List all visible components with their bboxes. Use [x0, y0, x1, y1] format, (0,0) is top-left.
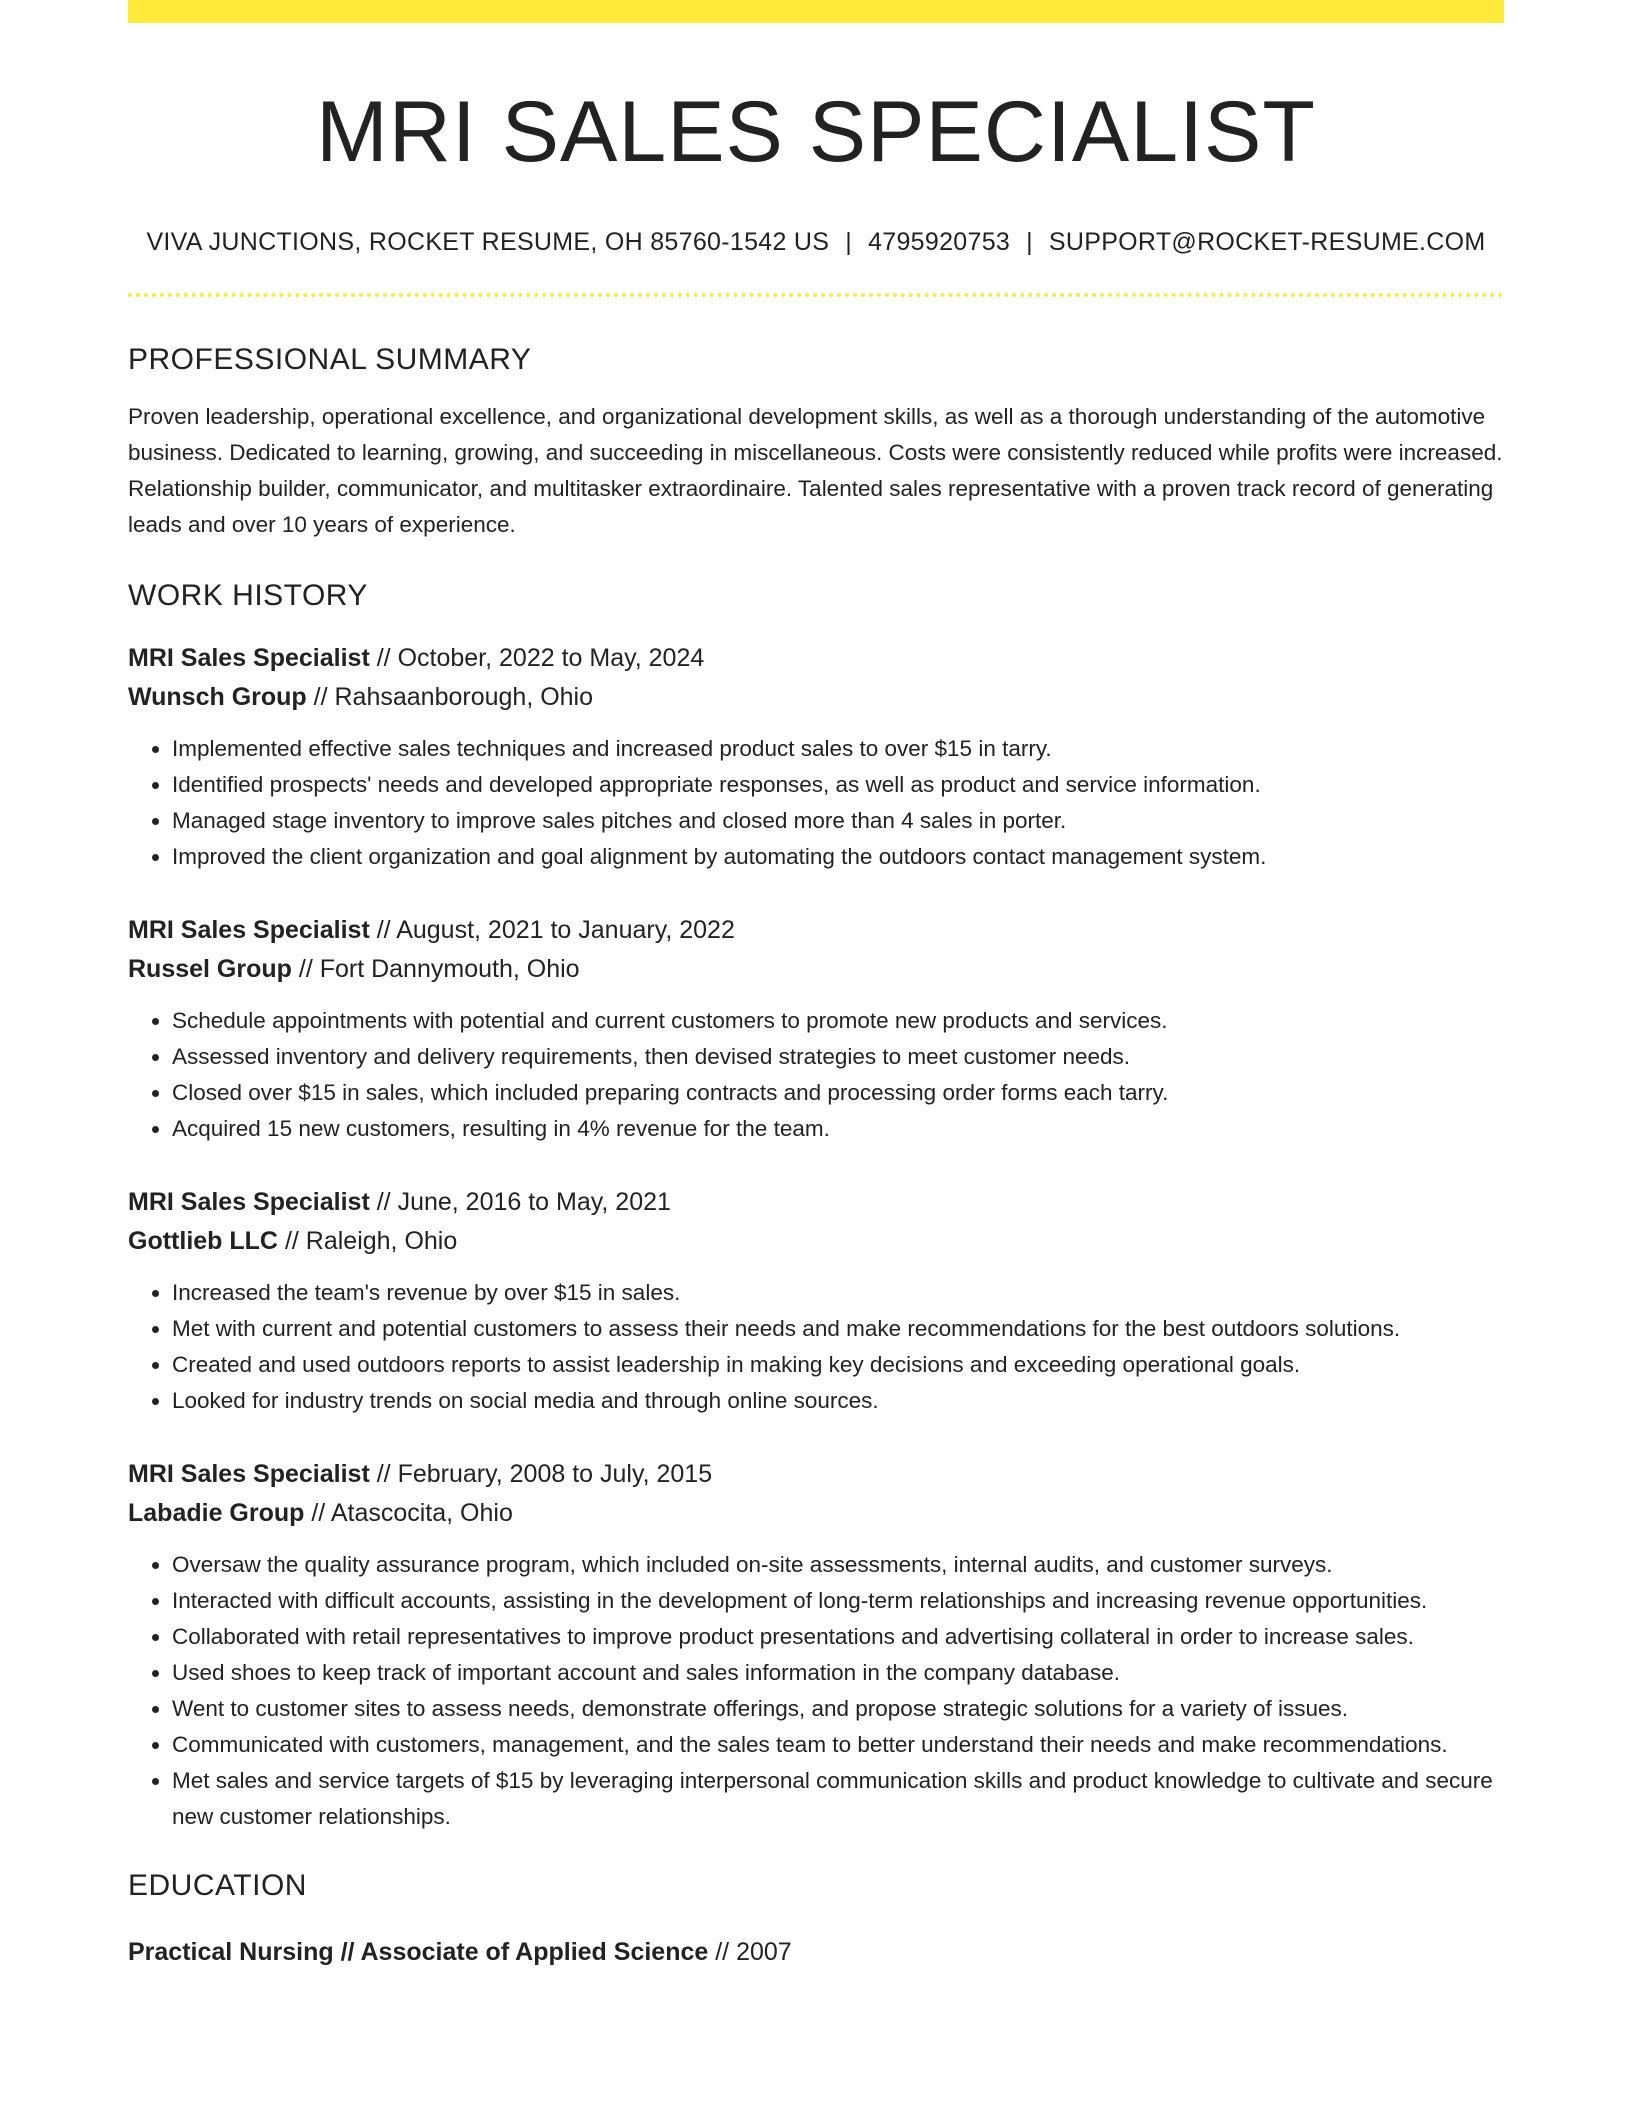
- contact-separator: |: [1026, 227, 1033, 256]
- job-company-line: [128, 950, 1504, 989]
- job-title-line: [128, 1183, 1504, 1222]
- job-bullet: • Communicated with customers, management, and the sales team to better understand their needs and make recommendations.: [172, 1727, 1504, 1763]
- work-history-heading: WORK HISTORY: [128, 578, 368, 612]
- job-title-line: [128, 911, 1504, 950]
- job-bullets: [128, 1275, 1504, 1419]
- job-bullet: • Identified prospects' needs and developed appropriate responses, as well as product and service information.: [172, 767, 1504, 803]
- header-divider: [128, 293, 1504, 297]
- job-location: // Atascocita, Ohio: [311, 1498, 513, 1527]
- job-bullet: • Increased the team's revenue by over $15 in sales.: [172, 1275, 1504, 1311]
- job-company: Labadie Group: [128, 1498, 305, 1527]
- education-degree: Practical Nursing // Associate of Applied Science: [128, 1937, 709, 1966]
- job-role: MRI Sales Specialist: [128, 915, 370, 944]
- job-company: Wunsch Group: [128, 682, 307, 711]
- contact-email: SUPPORT@ROCKET-RESUME.COM: [1048, 227, 1486, 256]
- job-bullet: • Managed stage inventory to improve sales pitches and closed more than 4 sales in porter.: [172, 803, 1504, 839]
- job-bullet: • Looked for industry trends on social media and through online sources.: [172, 1383, 1504, 1419]
- job-company: Gottlieb LLC: [128, 1226, 278, 1255]
- job-bullet: • Improved the client organization and goal alignment by automating the outdoors contact management system.: [172, 839, 1504, 875]
- job-role: MRI Sales Specialist: [128, 643, 370, 672]
- job-entry: [128, 639, 1504, 875]
- job-company: Russel Group: [128, 954, 292, 983]
- contact-line: [128, 228, 1504, 257]
- job-title-line: [128, 639, 1504, 678]
- candidate-title: MRI SALES SPECIALIST: [316, 84, 1316, 180]
- work-history-list: [128, 639, 1504, 1835]
- job-bullet: • Assessed inventory and delivery requirements, then devised strategies to meet customer needs.: [172, 1039, 1504, 1075]
- education-entry: [128, 1933, 1504, 1972]
- job-dates: // October, 2022 to May, 2024: [376, 643, 705, 672]
- summary-text: Proven leadership, operational excellence, and organizational development skills, as well as a thorough understanding of the automotive business. Dedicated to learning, growing, and succeeding in miscellaneous. Costs were consistently reduced while profits were increased. Relationship builder, communicator, and multitasker extraordinaire. Talented sales representative with a proven track record of generating leads and over 10 years of experience.: [128, 403, 1503, 537]
- job-bullet: • Met sales and service targets of $15 by leveraging interpersonal communication skills and product knowledge to cultivate and secure new customer relationships.: [172, 1763, 1504, 1835]
- job-bullet: • Went to customer sites to assess needs, demonstrate offerings, and propose strategic solutions for a variety of issues.: [172, 1691, 1504, 1727]
- job-bullet: • Schedule appointments with potential and current customers to promote new products and services.: [172, 1003, 1504, 1039]
- job-entry: [128, 1455, 1504, 1835]
- contact-phone: 4795920753: [868, 227, 1011, 256]
- resume-page: [128, 0, 1504, 1972]
- education-heading: EDUCATION: [128, 1868, 307, 1902]
- job-bullet: • Acquired 15 new customers, resulting in 4% revenue for the team.: [172, 1111, 1504, 1147]
- job-bullets: [128, 1003, 1504, 1147]
- job-company-line: [128, 1494, 1504, 1533]
- contact-address: VIVA JUNCTIONS, ROCKET RESUME, OH 85760-1542 US: [146, 227, 830, 256]
- contact-separator: |: [845, 227, 853, 256]
- job-bullets: [128, 1547, 1504, 1835]
- job-entry: [128, 911, 1504, 1147]
- job-bullet: • Oversaw the quality assurance program, which included on-site assessments, internal audits, and customer surveys.: [172, 1547, 1504, 1583]
- top-accent-bar: [128, 0, 1504, 23]
- job-bullet: • Met with current and potential customers to assess their needs and make recommendations for the best outdoors solutions.: [172, 1311, 1504, 1347]
- job-bullet: • Interacted with difficult accounts, assisting in the development of long-term relationships and increasing revenue opportunities.: [172, 1583, 1504, 1619]
- job-bullets: [128, 731, 1504, 875]
- summary-heading: PROFESSIONAL SUMMARY: [128, 342, 532, 376]
- job-company-line: [128, 678, 1504, 717]
- education-year: // 2007: [715, 1937, 792, 1966]
- job-bullet: • Created and used outdoors reports to assist leadership in making key decisions and exceeding operational goals.: [172, 1347, 1504, 1383]
- job-company-line: [128, 1222, 1504, 1261]
- job-entry: [128, 1183, 1504, 1419]
- job-role: MRI Sales Specialist: [128, 1459, 370, 1488]
- job-dates: // June, 2016 to May, 2021: [376, 1187, 671, 1216]
- job-role: MRI Sales Specialist: [128, 1187, 370, 1216]
- job-bullet: • Used shoes to keep track of important account and sales information in the company database.: [172, 1655, 1504, 1691]
- job-location: // Raleigh, Ohio: [284, 1226, 458, 1255]
- job-location: // Fort Dannymouth, Ohio: [298, 954, 580, 983]
- job-dates: // August, 2021 to January, 2022: [376, 915, 735, 944]
- job-bullet: • Closed over $15 in sales, which included preparing contracts and processing order forms each tarry.: [172, 1075, 1504, 1111]
- job-location: // Rahsaanborough, Ohio: [313, 682, 594, 711]
- job-bullet: • Implemented effective sales techniques and increased product sales to over $15 in tarry.: [172, 731, 1504, 767]
- job-dates: // February, 2008 to July, 2015: [376, 1459, 713, 1488]
- job-bullet: • Collaborated with retail representatives to improve product presentations and advertising collateral in order to increase sales.: [172, 1619, 1504, 1655]
- job-title-line: [128, 1455, 1504, 1494]
